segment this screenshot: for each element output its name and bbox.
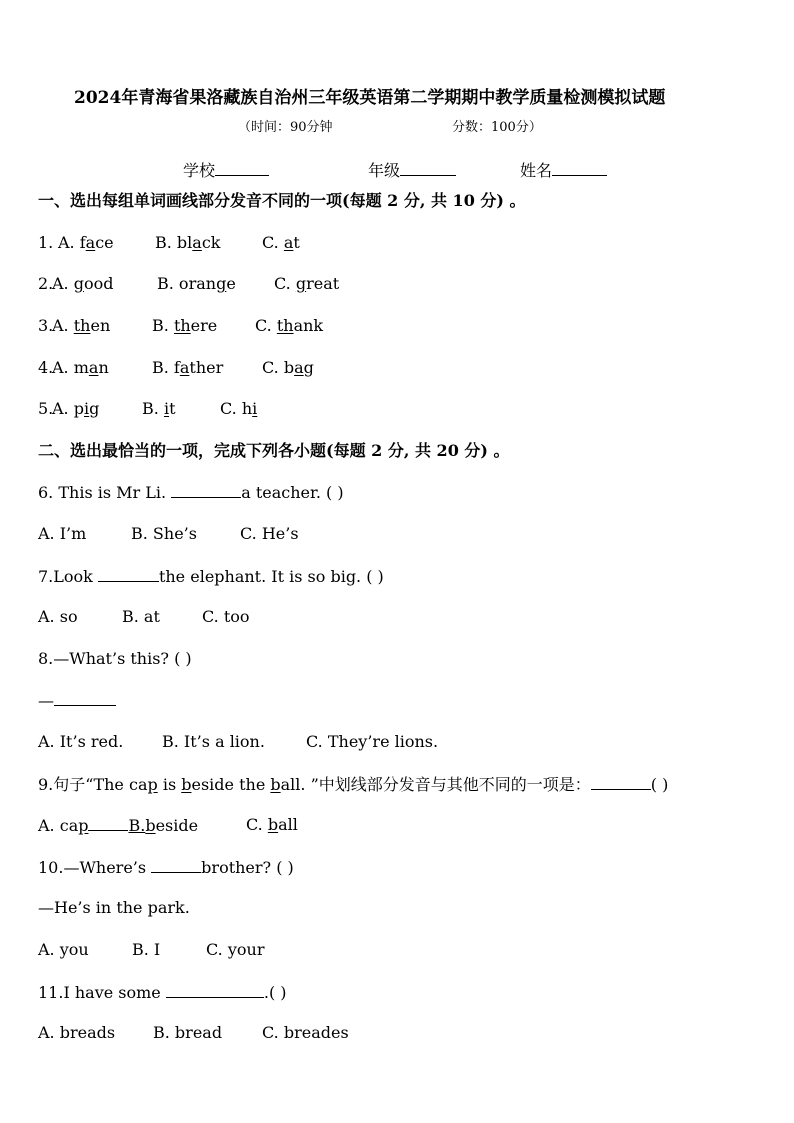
answer-blank[interactable] <box>166 982 264 998</box>
school-field <box>183 160 269 181</box>
question-11-options <box>38 1023 349 1043</box>
option-c[interactable]: C. hi <box>220 399 258 418</box>
question-8-reply: — <box>38 690 116 711</box>
option-b[interactable]: B. orange <box>157 274 236 293</box>
section1-heading: 一、选出每组单词画线部分发音不同的一项(每题 2 分, 共 10 分) 。 <box>38 191 526 210</box>
question-6: 6. This is Mr Li. a teacher. ( ) <box>38 483 344 502</box>
question-7-options <box>38 607 250 627</box>
option-a[interactable]: A. cap <box>38 816 89 835</box>
option-c[interactable]: C. thank <box>255 316 324 335</box>
question-9: 9.句子“The cap is beside the ball. ”中划线部分发音与其他不同的一项是： ( ) <box>38 775 669 794</box>
school-label: 学校 <box>183 161 216 180</box>
option-b[interactable]: B. She’s <box>131 524 197 543</box>
answer-blank[interactable] <box>98 566 159 582</box>
question-5: 5. A. pig B. it C. hi <box>38 399 258 418</box>
exam-time: （时间：90分钟 <box>238 120 333 135</box>
option-a[interactable]: A. pig <box>52 399 100 418</box>
exam-score: 分数：100分） <box>452 120 542 135</box>
grade-blank[interactable] <box>400 160 456 176</box>
question-4: 4. A. man B. father C. bag <box>38 358 314 377</box>
option-b[interactable]: B. I <box>132 940 161 959</box>
option-a[interactable]: A. then <box>52 316 111 335</box>
question-6-options <box>38 524 299 544</box>
question-11: 11.I have some .( ) <box>38 983 287 1002</box>
question-7: 7.Look the elephant. It is so big. ( ) <box>38 567 384 586</box>
question-10-reply: —He’s in the park. <box>38 898 190 917</box>
option-c[interactable]: C. great <box>274 274 340 293</box>
option-b[interactable]: B. there <box>152 316 218 335</box>
school-blank[interactable] <box>215 160 269 176</box>
question-8-options <box>38 732 439 752</box>
grade-label: 年级 <box>368 161 401 180</box>
answer-blank[interactable] <box>151 857 201 873</box>
answer-blank[interactable] <box>591 774 651 790</box>
question-8: 8.—What’s this? ( ) <box>38 649 192 668</box>
option-a[interactable]: A. so <box>38 607 78 626</box>
option-b[interactable]: B. It’s a lion. <box>162 732 265 751</box>
page-title: 2024年青海省果洛藏族自治州三年级英语第二学期期中教学质量检测模拟试题 <box>74 88 666 108</box>
option-c[interactable]: C. at <box>262 233 300 252</box>
name-label: 姓名 <box>520 161 553 180</box>
name-field <box>520 160 607 181</box>
question-10: 10.—Where’s brother? ( ) <box>38 858 294 877</box>
option-b[interactable]: B. father <box>152 358 224 377</box>
option-a[interactable]: A. It’s red. <box>38 732 124 751</box>
question-2: 2. A. good B. orange C. great <box>38 274 340 293</box>
option-b[interactable]: B. it <box>142 399 176 418</box>
option-c[interactable]: C. breades <box>262 1023 349 1042</box>
option-c[interactable]: C. They’re lions. <box>306 732 439 751</box>
section2-heading: 二、选出最恰当的一项，完成下列各小题(每题 2 分, 共 20 分) 。 <box>38 441 510 460</box>
question-3: 3. A. then B. there C. thank <box>38 316 324 335</box>
question-10-options <box>38 940 265 960</box>
question-9-options: A. cap B.beside C. ball <box>38 815 298 835</box>
option-gap <box>88 815 128 831</box>
option-b[interactable]: B. black <box>155 233 221 252</box>
grade-field <box>368 160 456 181</box>
option-a[interactable]: A. good <box>52 274 114 293</box>
option-b[interactable]: B. <box>128 816 146 835</box>
option-a[interactable]: A. face <box>58 233 114 252</box>
question-1: 1. A. face B. black C. at <box>38 233 300 252</box>
answer-blank[interactable] <box>54 690 116 706</box>
option-c[interactable]: C. your <box>206 940 265 959</box>
option-b[interactable]: B. at <box>122 607 160 626</box>
option-c[interactable]: C. ball <box>246 815 298 834</box>
answer-blank[interactable] <box>171 482 241 498</box>
option-c[interactable]: C. too <box>202 607 250 626</box>
option-b[interactable]: B. bread <box>153 1023 223 1042</box>
option-c[interactable]: C. He’s <box>240 524 299 543</box>
option-a[interactable]: A. man <box>52 358 109 377</box>
option-a[interactable]: A. breads <box>38 1023 116 1042</box>
option-c[interactable]: C. bag <box>262 358 314 377</box>
option-a[interactable]: A. you <box>38 940 89 959</box>
option-a[interactable]: A. I’m <box>38 524 87 543</box>
name-blank[interactable] <box>552 160 607 176</box>
